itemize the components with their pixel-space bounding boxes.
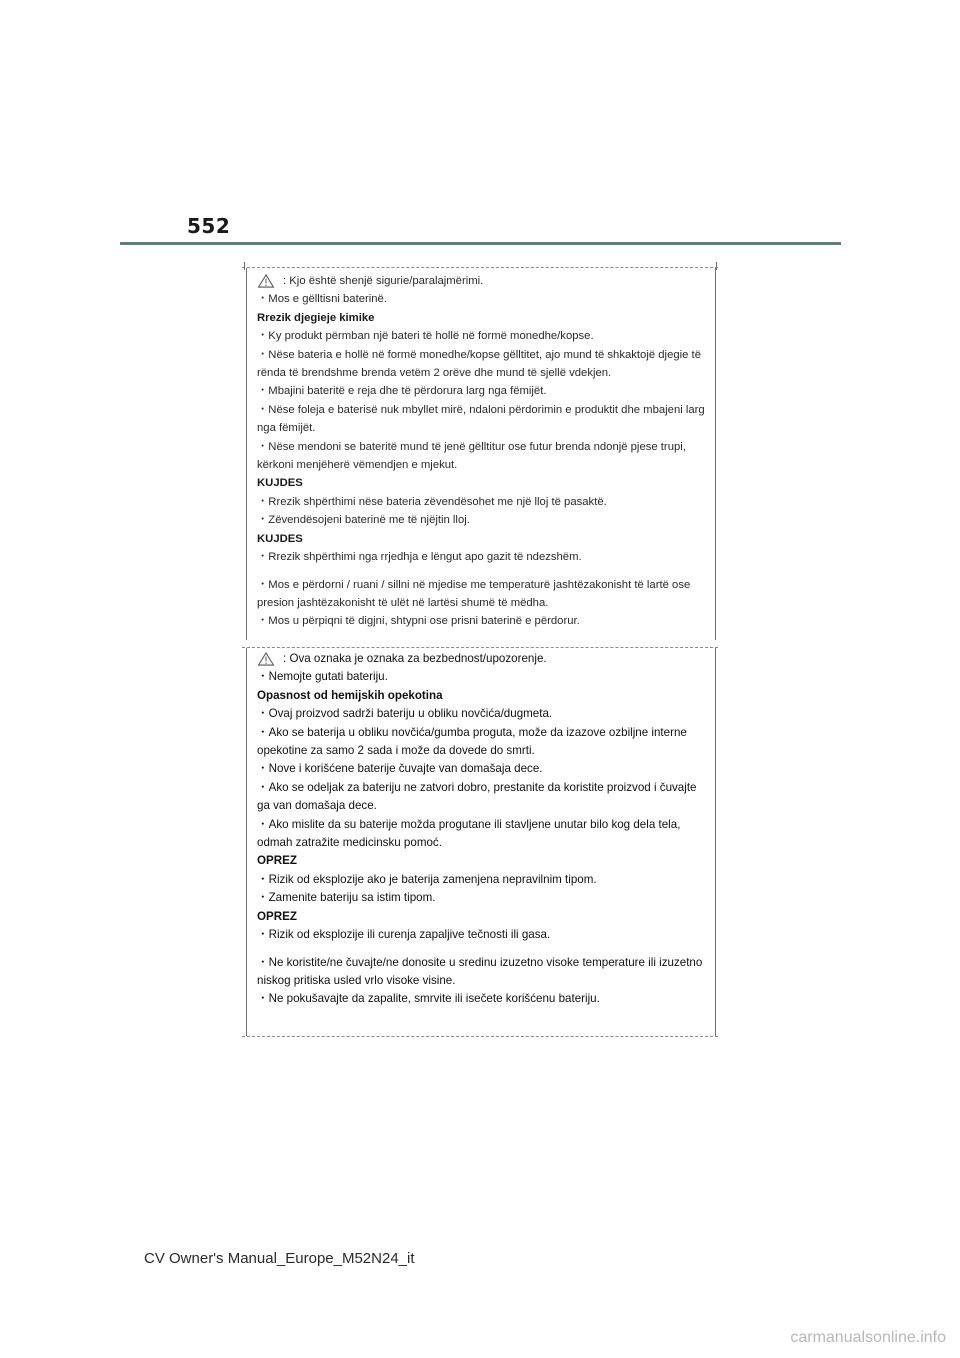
warning-item: ・Mos e përdorni / ruani / sillni në mjedise me temperaturë jashtëzakonisht të lartë ose presion jashtëzakonisht të ulët në lartësi shumë të mëdha. [257,578,691,609]
warning-item: ・Nëse mendoni se bateritë mund të jenë gëlltitur ose futur brenda ndonjë pjese trupi, kërkoni menjëherë vëmendjen e mjekut. [257,440,686,472]
warning-triangle-icon [257,274,275,288]
document-footer: CV Owner's Manual_Europe_M52N24_it [144,1250,415,1267]
warning-item: ・Rrezik shpërthimi nga rrjedhja e lëngut apo gazit të ndezshëm. [257,551,582,564]
section-heading: Rrezik djegieje kimike [257,311,375,324]
warning-item: ・Nëse bateria e hollë në formë monedhe/kopse gëlltitet, ajo mund të shkaktojë djegie të rënda të brendshme brenda vetëm 2 orëve dhe mund të sjellë vdekjen. [257,348,701,380]
box-bottom-border [242,1036,718,1037]
warning-item: ・Ako se odeljak za bateriju ne zatvori dobro, prestanite da koristite proizvod i čuvajte ga van domašaja dece. [257,780,697,813]
section-heading: Opasnost od hemijskih opekotina [257,688,443,702]
corner-tick [716,262,717,270]
warning-item: ・Ako se baterija u obliku novčića/gumba proguta, može da izazove ozbiljne interne opekotine za samo 2 sada i može da dovede do smrti. [257,725,687,758]
albanian-warning-list [257,290,705,630]
serbian-warning-heading [257,650,705,668]
warning-item: ・Mos e gëlltisni baterinë. [257,293,387,306]
warning-item: ・Ne koristite/ne čuvajte/ne donosite u sredinu izuzetno visoke temperature ili izuzetno niskog pritiska usled vrlo visoke visine. [257,955,703,987]
serbian-warning-box [246,648,716,1036]
serbian-warning-list [257,668,705,1008]
section-heading: OPREZ [257,854,297,868]
warning-item: ・Zamenite bateriju sa istim tipom. [257,891,436,905]
warning-item: ・Nove i korišćene baterije čuvajte van domašaja dece. [257,762,543,776]
albanian-warning-heading [257,272,705,290]
warning-item: ・Rrezik shpërthimi nëse bateria zëvendësohet me një lloj të pasaktë. [257,495,607,508]
serbian-warning-symbol-text: : Ova oznaka je oznaka za bezbednost/upozorenje. [283,652,547,665]
warning-item: ・Ky produkt përmban një bateri të hollë në formë monedhe/kopse. [257,330,594,343]
section-heading: KUJDES [257,477,303,490]
warning-item: ・Ako mislite da su baterije možda progutane ili stavljene unutar bilo kog dela tela, odmah zatražite medicinsku pomoć. [257,817,681,850]
corner-tick [244,262,245,270]
section-heading: OPREZ [257,909,297,923]
warning-item: ・Zëvendësojeni baterinë me të njëjtin lloj. [257,514,470,527]
warning-item: ・Rizik od eksplozije ako je baterija zamenjena nepravilnim tipom. [257,872,597,886]
section-heading: KUJDES [257,532,303,545]
site-watermark: carmanualsonline.info [790,1329,946,1346]
warning-item: ・Nemojte gutati bateriju. [257,670,388,684]
warning-item: ・Rizik od eksplozije ili curenja zapaljive tečnosti ili gasa. [257,928,551,942]
warning-item: ・Ovaj proizvod sadrži bateriju u obliku novčića/dugmeta. [257,707,553,721]
albanian-warning-box [246,268,716,640]
albanian-warning-symbol-text: : Kjo është shenjë sigurie/paralajmërimi. [283,275,484,287]
warning-item: ・Ne pokušavajte da zapalite, smrvite ili isečete korišćenu bateriju. [257,992,600,1006]
page-number: 552 [187,214,231,238]
warning-triangle-icon [257,652,275,666]
warning-item: ・Nëse foleja e baterisë nuk mbyllet mirë, ndaloni përdorimin e produktit dhe mbajeni larg nga fëmijët. [257,403,705,435]
warning-item: ・Mbajini bateritë e reja dhe të përdorura larg nga fëmijët. [257,385,547,398]
warning-item: ・Mos u përpiqni të digjni, shtypni ose prisni baterinë e përdorur. [257,615,580,628]
header-rule [120,242,841,245]
